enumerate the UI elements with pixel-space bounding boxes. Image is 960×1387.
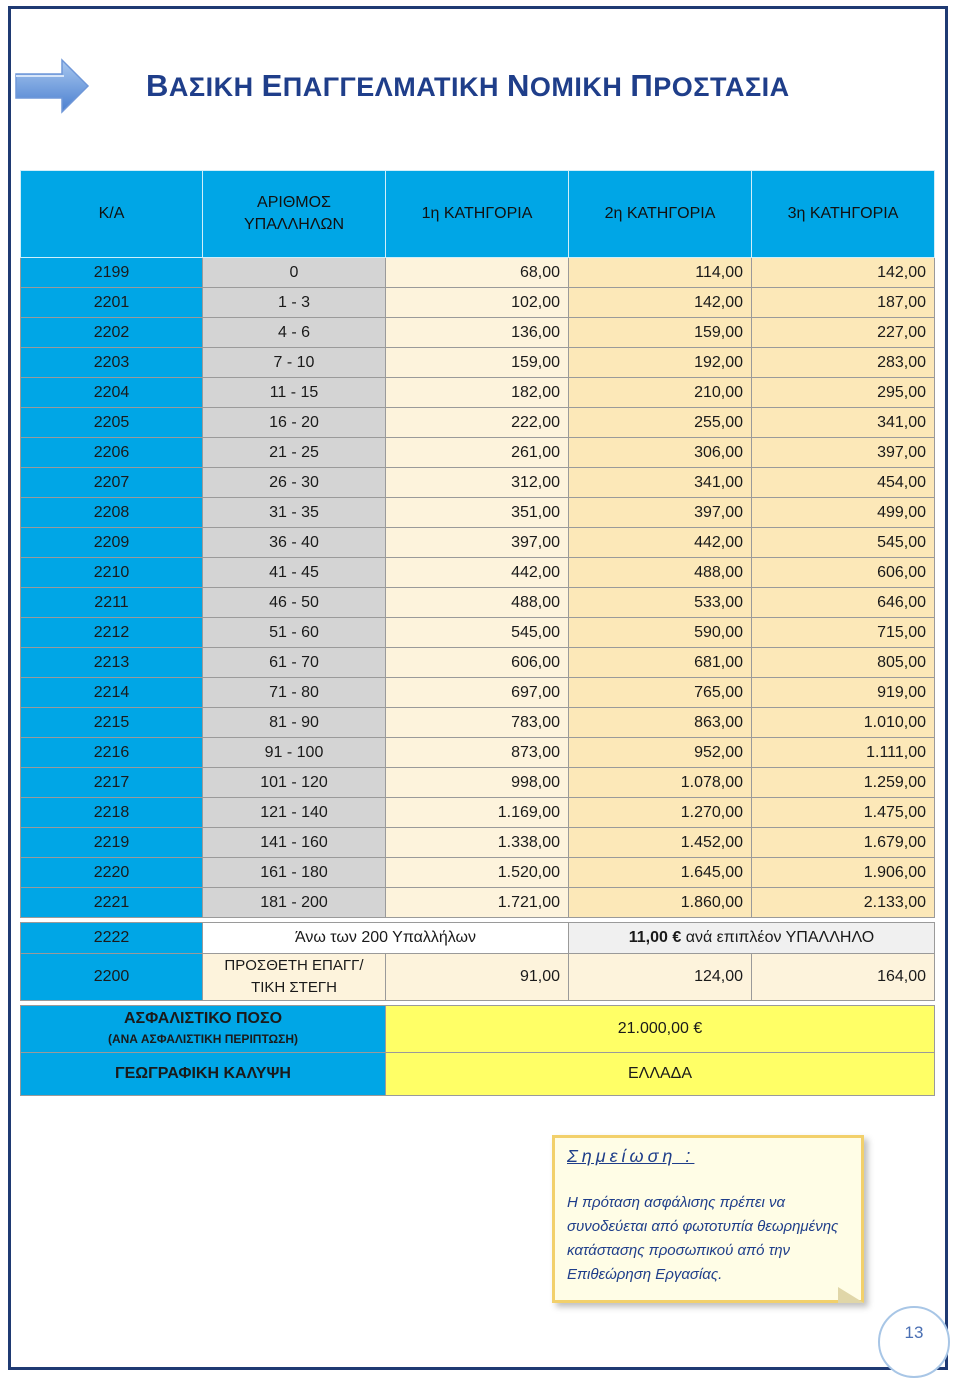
- category-3-cell: 1.259,00: [752, 768, 935, 798]
- coverage-value: ΕΛΛΑΔΑ: [386, 1053, 935, 1096]
- category-2-cell: 1.452,00: [569, 828, 752, 858]
- table-row: [21, 408, 935, 438]
- category-1-cell: 783,00: [386, 708, 569, 738]
- code-cell: 2219: [21, 828, 203, 858]
- employees-cell: 21 - 25: [203, 438, 386, 468]
- code-cell: 2216: [21, 738, 203, 768]
- insured-amount-title: ΑΣΦΑΛΙΣΤΙΚΟ ΠΟΣΟ: [123, 1010, 283, 1027]
- code-cell: 2202: [21, 318, 203, 348]
- employees-cell: 41 - 45: [203, 558, 386, 588]
- category-1-cell: 998,00: [386, 768, 569, 798]
- category-3-cell: 454,00: [752, 468, 935, 498]
- category-2-cell: 142,00: [569, 288, 752, 318]
- category-2-cell: 533,00: [569, 588, 752, 618]
- table-row: [21, 318, 935, 348]
- category-3-cell: 1.111,00: [752, 738, 935, 768]
- category-3-cell: 341,00: [752, 408, 935, 438]
- category-2-cell: 488,00: [569, 558, 752, 588]
- note-fold: [838, 1287, 864, 1303]
- employees-cell: 91 - 100: [203, 738, 386, 768]
- category-3-cell: 1.679,00: [752, 828, 935, 858]
- category-2-cell: 952,00: [569, 738, 752, 768]
- employees-cell: 11 - 15: [203, 378, 386, 408]
- table-row: [21, 348, 935, 378]
- table-row: [21, 618, 935, 648]
- insured-amount-subtitle: (ΑΝΑ ΑΣΦΑΛΙΣΤΙΚΗ ΠΕΡΙΠΤΩΣΗ): [107, 1032, 299, 1046]
- table-row: [21, 378, 935, 408]
- category-2-cell: 863,00: [569, 708, 752, 738]
- table-row: [21, 288, 935, 318]
- extra-employees-rate: [569, 923, 935, 954]
- category-3-cell: 295,00: [752, 378, 935, 408]
- code-cell: 2217: [21, 768, 203, 798]
- code-cell: 2200: [21, 954, 203, 1001]
- table-row: [21, 858, 935, 888]
- category-1-cell: 606,00: [386, 648, 569, 678]
- category-1-cell: 1.721,00: [386, 888, 569, 918]
- code-cell: 2213: [21, 648, 203, 678]
- insured-amount-row: [21, 1006, 935, 1053]
- note-title: Σημείωση :: [567, 1146, 695, 1166]
- extra-rate-amount: 11,00: [628, 929, 668, 946]
- category-3-cell: 919,00: [752, 678, 935, 708]
- category-3-cell: 545,00: [752, 528, 935, 558]
- category-3-cell: 606,00: [752, 558, 935, 588]
- note-box: [552, 1135, 864, 1303]
- table-row: [21, 828, 935, 858]
- category-3-cell: 187,00: [752, 288, 935, 318]
- code-cell: 2205: [21, 408, 203, 438]
- extra-rate-note: ανά επιπλέον ΥΠΑΛΛΗΛΟ: [685, 929, 875, 946]
- table-row: [21, 588, 935, 618]
- title-initial: Ν: [507, 68, 530, 103]
- category-2-cell: 210,00: [569, 378, 752, 408]
- column-header-category-1: 1η ΚΑΤΗΓΟΡΙΑ: [386, 171, 569, 258]
- employees-cell: 101 - 120: [203, 768, 386, 798]
- employees-cell: 7 - 10: [203, 348, 386, 378]
- employees-cell: 0: [203, 258, 386, 288]
- category-1-cell: 545,00: [386, 618, 569, 648]
- category-2-cell: 590,00: [569, 618, 752, 648]
- category-2-cell: 765,00: [569, 678, 752, 708]
- category-3-cell: 397,00: [752, 438, 935, 468]
- category-1-cell: 1.338,00: [386, 828, 569, 858]
- category-2-cell: 306,00: [569, 438, 752, 468]
- table-row: [21, 738, 935, 768]
- employees-cell: 26 - 30: [203, 468, 386, 498]
- category-1-cell: 68,00: [386, 258, 569, 288]
- table-row: [21, 258, 935, 288]
- insured-amount-label: [21, 1006, 386, 1053]
- category-2-cell: 1.270,00: [569, 798, 752, 828]
- employees-cell: 81 - 90: [203, 708, 386, 738]
- code-cell: 2203: [21, 348, 203, 378]
- category-3-cell: 164,00: [752, 954, 935, 1001]
- table-row: [21, 648, 935, 678]
- coverage-label: ΓΕΩΓΡΑΦΙΚΗ ΚΑΛΥΨΗ: [21, 1053, 386, 1096]
- table-row: [21, 768, 935, 798]
- employees-cell: 4 - 6: [203, 318, 386, 348]
- title-part: ΠΑΓΓΕΛΜΑΤΙΚΗ: [282, 72, 507, 102]
- category-2-cell: 159,00: [569, 318, 752, 348]
- title-initial: Β: [146, 68, 169, 103]
- code-cell: 2211: [21, 588, 203, 618]
- employees-cell: 161 - 180: [203, 858, 386, 888]
- code-cell: 2215: [21, 708, 203, 738]
- employees-cell: 181 - 200: [203, 888, 386, 918]
- code-cell: 2208: [21, 498, 203, 528]
- coverage-row: [21, 1053, 935, 1096]
- category-1-cell: 136,00: [386, 318, 569, 348]
- page-title: [146, 68, 790, 104]
- category-1-cell: 91,00: [386, 954, 569, 1001]
- category-1-cell: 159,00: [386, 348, 569, 378]
- category-1-cell: 397,00: [386, 528, 569, 558]
- code-cell: 2207: [21, 468, 203, 498]
- extra-employees-label: Άνω των 200 Υπαλλήλων: [203, 923, 569, 954]
- employees-cell: 51 - 60: [203, 618, 386, 648]
- table-row: [21, 708, 935, 738]
- code-cell: 2210: [21, 558, 203, 588]
- table-row: [21, 558, 935, 588]
- category-3-cell: 1.906,00: [752, 858, 935, 888]
- code-cell: 2201: [21, 288, 203, 318]
- category-3-cell: 2.133,00: [752, 888, 935, 918]
- code-cell: 2221: [21, 888, 203, 918]
- title-initial: Π: [630, 68, 654, 103]
- employees-cell: 31 - 35: [203, 498, 386, 528]
- code-cell: 2222: [21, 923, 203, 954]
- category-1-cell: 873,00: [386, 738, 569, 768]
- category-1-cell: 222,00: [386, 408, 569, 438]
- category-1-cell: 182,00: [386, 378, 569, 408]
- column-header-category-2: 2η ΚΑΤΗΓΟΡΙΑ: [569, 171, 752, 258]
- category-2-cell: 341,00: [569, 468, 752, 498]
- category-1-cell: 312,00: [386, 468, 569, 498]
- category-3-cell: 499,00: [752, 498, 935, 528]
- category-3-cell: 1.475,00: [752, 798, 935, 828]
- category-3-cell: 715,00: [752, 618, 935, 648]
- code-cell: 2199: [21, 258, 203, 288]
- employees-cell: 121 - 140: [203, 798, 386, 828]
- code-cell: 2214: [21, 678, 203, 708]
- title-part: ΟΜΙΚΗ: [529, 72, 631, 102]
- column-header-category-3: 3η ΚΑΤΗΓΟΡΙΑ: [752, 171, 935, 258]
- fees-table: [20, 170, 935, 1096]
- category-3-cell: 1.010,00: [752, 708, 935, 738]
- title-part: ΡΟΣΤΑΣΙΑ: [653, 72, 790, 102]
- currency-symbol: €: [672, 929, 682, 946]
- code-cell: 2212: [21, 618, 203, 648]
- category-2-cell: 124,00: [569, 954, 752, 1001]
- table-row: [21, 498, 935, 528]
- category-2-cell: 397,00: [569, 498, 752, 528]
- table-row: [21, 678, 935, 708]
- additional-office-label: ΠΡΟΣΘΕΤΗ ΕΠΑΓΓ/ΤΙΚΗ ΣΤΕΓΗ: [203, 954, 386, 1001]
- insured-amount-value: 21.000,00 €: [386, 1006, 935, 1053]
- category-2-cell: 114,00: [569, 258, 752, 288]
- table-row: [21, 438, 935, 468]
- code-cell: 2220: [21, 858, 203, 888]
- category-1-cell: 261,00: [386, 438, 569, 468]
- category-1-cell: 442,00: [386, 558, 569, 588]
- category-3-cell: 646,00: [752, 588, 935, 618]
- category-2-cell: 1.645,00: [569, 858, 752, 888]
- category-1-cell: 351,00: [386, 498, 569, 528]
- employees-cell: 61 - 70: [203, 648, 386, 678]
- title-part: ΑΣΙΚΗ: [168, 72, 262, 102]
- employees-cell: 36 - 40: [203, 528, 386, 558]
- category-2-cell: 1.078,00: [569, 768, 752, 798]
- extra-employees-row: [21, 923, 935, 954]
- table-row: [21, 468, 935, 498]
- code-cell: 2204: [21, 378, 203, 408]
- category-2-cell: 1.860,00: [569, 888, 752, 918]
- category-2-cell: 442,00: [569, 528, 752, 558]
- category-2-cell: 192,00: [569, 348, 752, 378]
- code-cell: 2209: [21, 528, 203, 558]
- page-number: 13: [878, 1306, 950, 1378]
- category-1-cell: 102,00: [386, 288, 569, 318]
- category-2-cell: 681,00: [569, 648, 752, 678]
- note-body: Η πρόταση ασφάλισης πρέπει να συνοδεύεται από φωτοτυπία θεωρημένης κατάστασης προσωπικού από την Επιθεώρηση Εργασίας.: [567, 1194, 839, 1283]
- additional-office-row: [21, 954, 935, 1001]
- category-3-cell: 283,00: [752, 348, 935, 378]
- employees-cell: 71 - 80: [203, 678, 386, 708]
- category-1-cell: 1.520,00: [386, 858, 569, 888]
- code-cell: 2206: [21, 438, 203, 468]
- arrow-right-icon: [12, 56, 92, 116]
- column-header-code: Κ/Α: [21, 171, 203, 258]
- category-1-cell: 488,00: [386, 588, 569, 618]
- title-initial: Ε: [261, 68, 283, 103]
- category-3-cell: 227,00: [752, 318, 935, 348]
- category-3-cell: 142,00: [752, 258, 935, 288]
- column-header-employees: ΑΡΙΘΜΟΣ ΥΠΑΛΛΗΛΩΝ: [203, 171, 386, 258]
- employees-cell: 46 - 50: [203, 588, 386, 618]
- employees-cell: 141 - 160: [203, 828, 386, 858]
- table-row: [21, 888, 935, 918]
- employees-cell: 1 - 3: [203, 288, 386, 318]
- table-row: [21, 528, 935, 558]
- category-2-cell: 255,00: [569, 408, 752, 438]
- category-1-cell: 1.169,00: [386, 798, 569, 828]
- category-3-cell: 805,00: [752, 648, 935, 678]
- code-cell: 2218: [21, 798, 203, 828]
- table-header-row: [21, 171, 935, 258]
- employees-cell: 16 - 20: [203, 408, 386, 438]
- category-1-cell: 697,00: [386, 678, 569, 708]
- table-row: [21, 798, 935, 828]
